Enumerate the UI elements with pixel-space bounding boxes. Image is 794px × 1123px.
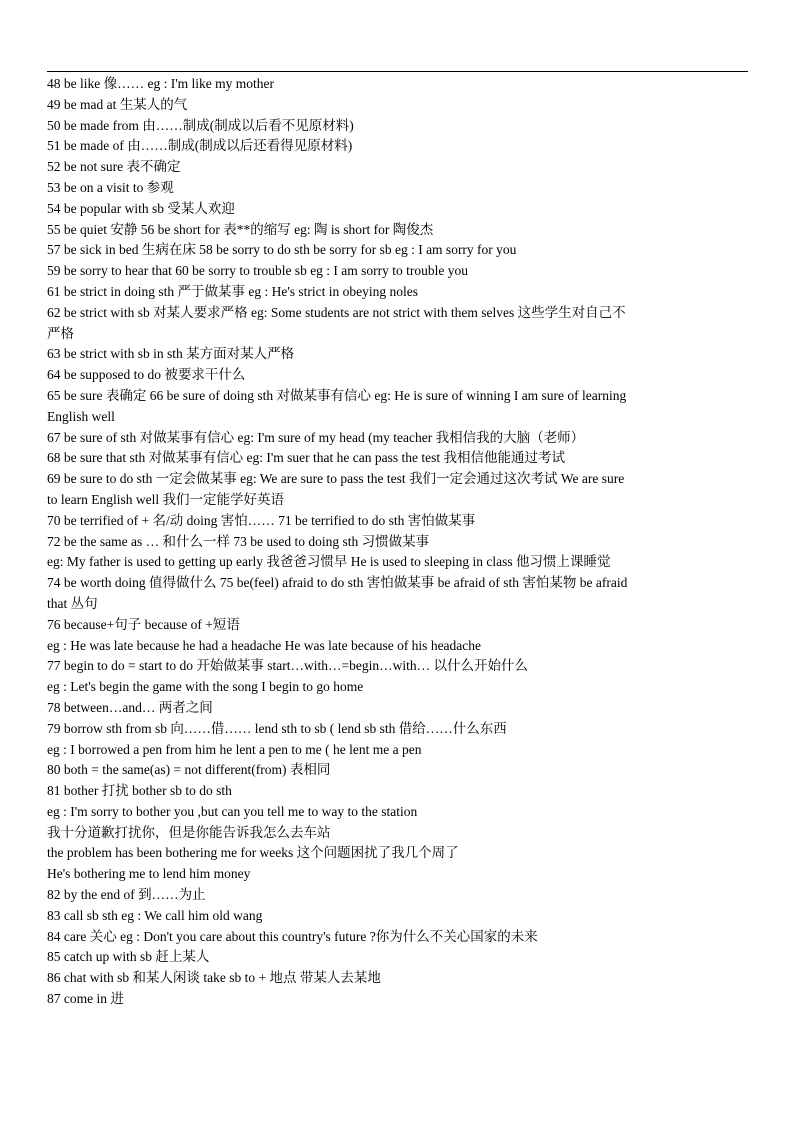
text-line: 50 be made from 由……制成(制成以后看不见原材料) [47,117,354,133]
header-rule [47,71,748,72]
text-line: English well [47,408,115,424]
text-line: 80 both = the same(as) = not different(from) 表相同 [47,762,331,778]
text-line: 68 be sure that sth 对做某事有信心 eg: I'm suer that he can pass the test 我相信他能通过考试 [47,450,565,466]
text-line: 55 be quiet 安静 56 be short for 表**的缩写 eg: 陶 is short for 陶俊杰 [47,221,434,237]
text-line: 57 be sick in bed 生病在床 58 be sorry to do sth be sorry for sb eg : I am sorry for you [47,242,517,258]
text-line: eg: My father is used to getting up early 我爸爸习惯早 He is used to sleeping in class 他习惯上课睡觉 [47,554,611,570]
text-line: 76 because+句子 because of +短语 [47,616,240,632]
text-line: 83 call sb sth eg : We call him old wang [47,907,263,923]
text-line: 77 begin to do = start to do 开始做某事 start…with…=begin…with… 以什么开始什么 [47,658,528,674]
text-line: that 丛句 [47,595,98,611]
text-line: He's bothering me to lend him money [47,866,251,882]
text-line: to learn English well 我们一定能学好英语 [47,491,284,507]
text-line: 78 between…and… 两者之间 [47,699,213,715]
text-line: 我十分道歉打扰你，但是你能告诉我怎么去车站 [47,824,331,840]
text-line: 52 be not sure 表不确定 [47,159,181,175]
text-line: 85 catch up with sb 赶上某人 [47,949,210,965]
text-line: eg : Let's begin the game with the song I begin to go home [47,679,364,695]
text-line: 53 be on a visit to 参观 [47,179,174,195]
vocabulary-list [47,74,753,1010]
text-line: eg : He was late because he had a headache He was late because of his headache [47,637,482,653]
text-line: eg : I borrowed a pen from him he lent a pen to me ( he lent me a pen [47,741,422,757]
text-line: 87 come in 进 [47,991,124,1007]
text-line: 64 be supposed to do 被要求干什么 [47,367,246,383]
text-line: 81 bother 打扰 bother sb to do sth [47,783,232,799]
text-line: the problem has been bothering me for weeks 这个问题困扰了我几个周了 [47,845,459,861]
text-line: 79 borrow sth from sb 向……借…… lend sth to sb ( lend sb sth 借给……什么东西 [47,720,507,736]
text-line: eg : I'm sorry to bother you ,but can you tell me to way to the station [47,803,418,819]
text-line: 51 be made of 由……制成(制成以后还看得见原材料) [47,138,353,154]
text-line: 63 be strict with sb in sth 某方面对某人严格 [47,346,295,362]
text-line: 70 be terrified of + 名/动 doing 害怕…… 71 be terrified to do sth 害怕做某事 [47,512,476,528]
text-line: 54 be popular with sb 受某人欢迎 [47,200,235,216]
text-line: 59 be sorry to hear that 60 be sorry to trouble sb eg : I am sorry to trouble you [47,263,469,279]
text-line: 82 by the end of 到……为止 [47,887,206,903]
text-line: 49 be mad at 生某人的气 [47,96,188,112]
text-line: 61 be strict in doing sth 严于做某事 eg : He's strict in obeying noles [47,283,419,299]
text-line: 65 be sure 表确定 66 be sure of doing sth 对做某事有信心 eg: He is sure of winning I am sure of learning [47,387,627,403]
text-line: 48 be like 像…… eg : I'm like my mother [47,76,275,91]
text-line: 72 be the same as … 和什么一样 73 be used to doing sth 习惯做某事 [47,533,430,549]
text-line: 86 chat with sb 和某人闲谈 take sb to + 地点 带某人去某地 [47,970,381,986]
text-line: 67 be sure of sth 对做某事有信心 eg: I'm sure of my head (my teacher 我相信我的大脑（老师） [47,429,585,445]
text-line: 69 be sure to do sth 一定会做某事 eg: We are sure to pass the test 我们一定会通过这次考试 We are sure [47,471,625,487]
text-line: 74 be worth doing 值得做什么 75 be(feel) afraid to do sth 害怕做某事 be afraid of sth 害怕某物 be afraid [47,575,628,591]
text-line: 62 be strict with sb 对某人要求严格 eg: Some students are not strict with them selves 这些学生对自己不 [47,304,626,320]
text-line: 严格 [47,325,74,341]
text-line: 84 care 关心 eg : Don't you care about this country's future ?你为什么不关心国家的未来 [47,928,538,944]
